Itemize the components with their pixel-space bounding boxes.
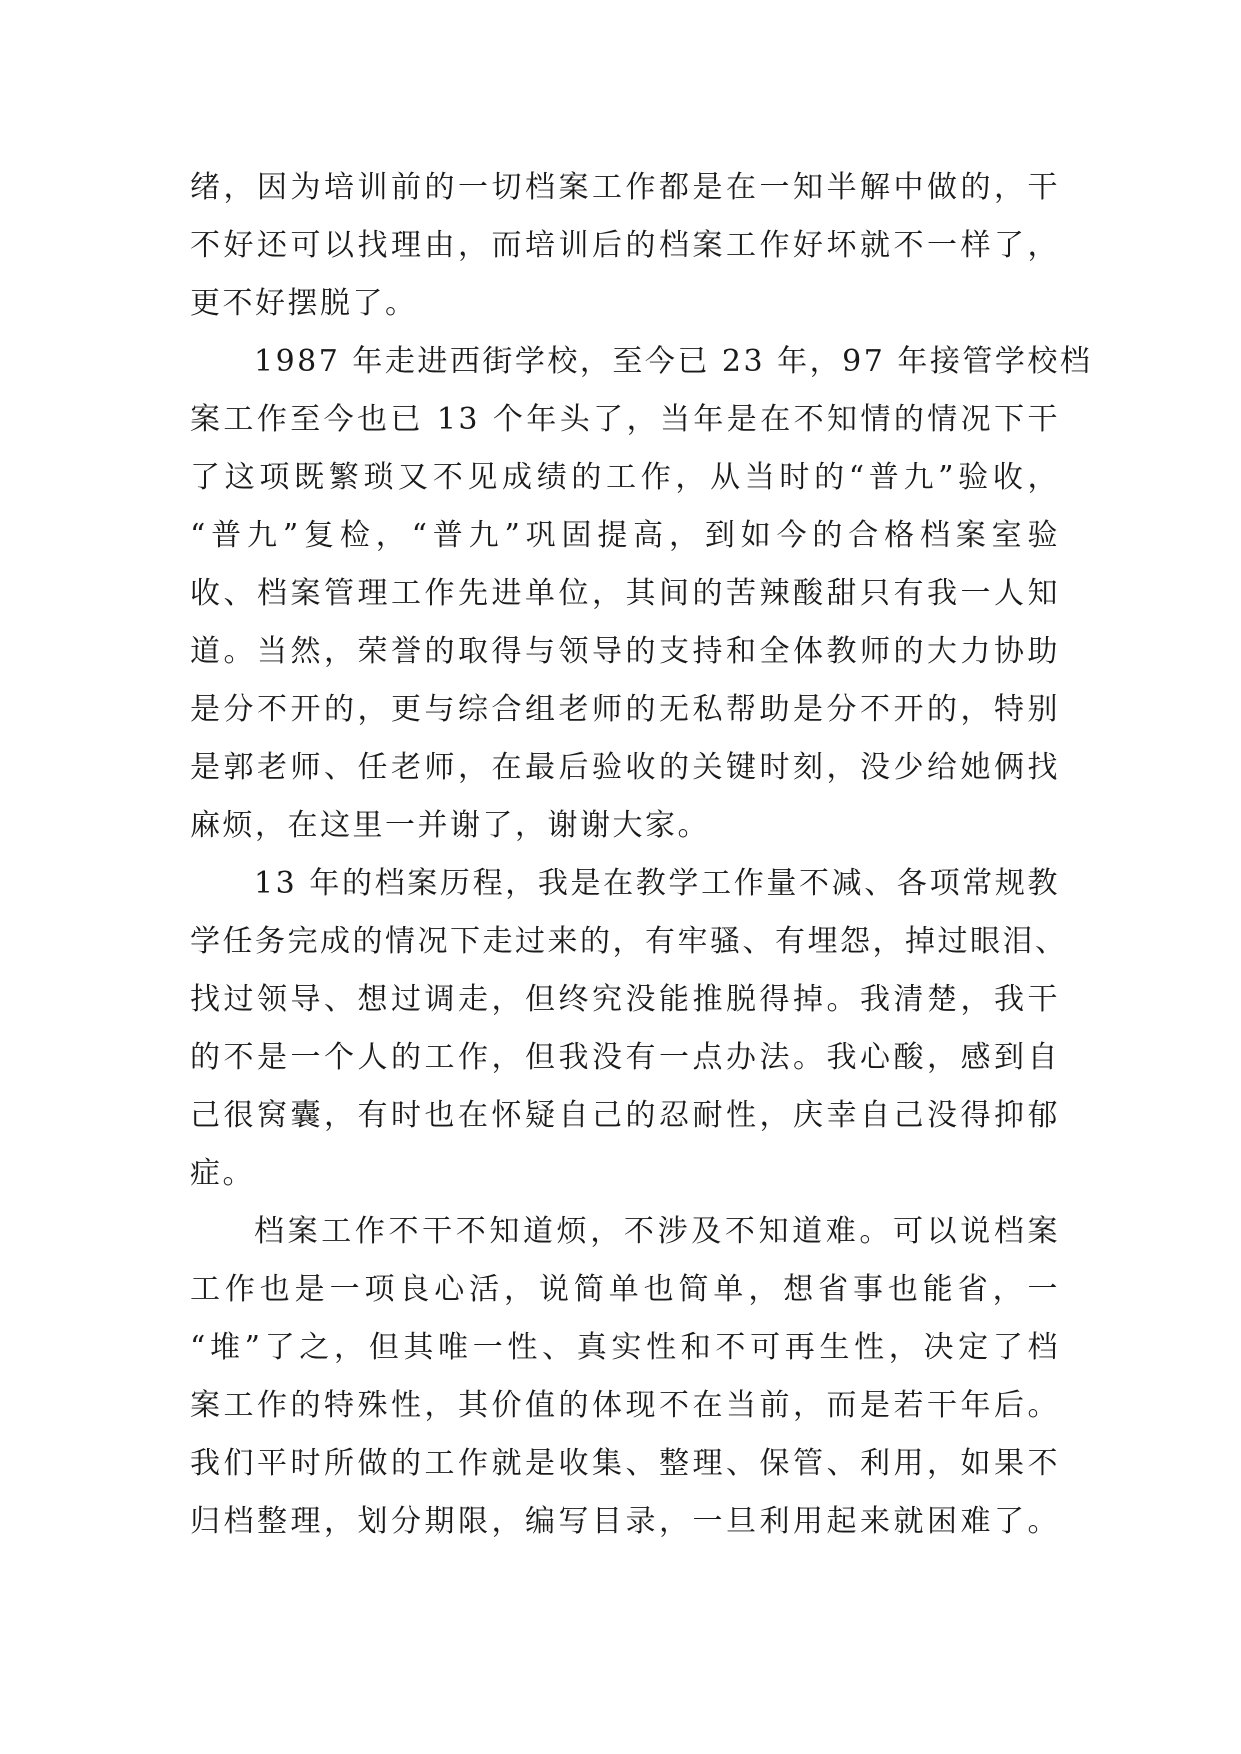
text-line: 归档整理，划分期限，编写目录，一旦利用起来就困难了。: [190, 1504, 1060, 1539]
text-line: 麻烦，在这里一并谢了，谢谢大家。: [190, 808, 710, 843]
text-line: “堆”了之，但其唯一性、真实性和不可再生性，决定了档: [190, 1330, 1060, 1365]
text-line: 症。: [190, 1156, 255, 1191]
text-line: 1987 年走进西街学校，至今已 23 年，97 年接管学校档: [254, 344, 1093, 379]
paragraph-4: [190, 1203, 1060, 1551]
text-line: 档案工作不干不知道烦，不涉及不知道难。可以说档案: [254, 1214, 1060, 1249]
paragraph-1: [190, 159, 1060, 333]
text-line: 的不是一个人的工作，但我没有一点办法。我心酸，感到自: [190, 1040, 1060, 1075]
paragraph-2: [190, 333, 1093, 855]
text-line: 绪，因为培训前的一切档案工作都是在一知半解中做的，干: [190, 170, 1060, 205]
text-line: 不好还可以找理由，而培训后的档案工作好坏就不一样了，: [190, 228, 1060, 263]
text-line: “普九”复检，“普九”巩固提高，到如今的合格档案室验: [190, 518, 1060, 553]
text-line: 是分不开的，更与综合组老师的无私帮助是分不开的，特别: [190, 692, 1060, 727]
text-line: 学任务完成的情况下走过来的，有牢骚、有埋怨，掉过眼泪、: [190, 924, 1068, 959]
text-line: 找过领导、想过调走，但终究没能推脱得掉。我清楚，我干: [190, 982, 1060, 1017]
text-line: 了这项既繁琐又不见成绩的工作，从当时的“普九”验收，: [190, 460, 1060, 495]
text-line: 更不好摆脱了。: [190, 286, 418, 321]
text-line: 工作也是一项良心活，说简单也简单，想省事也能省，一: [190, 1272, 1060, 1307]
text-line: 我们平时所做的工作就是收集、整理、保管、利用，如果不: [190, 1446, 1060, 1481]
text-line: 收、档案管理工作先进单位，其间的苦辣酸甜只有我一人知: [190, 576, 1060, 611]
text-line: 是郭老师、任老师，在最后验收的关键时刻，没少给她俩找: [190, 750, 1060, 785]
text-line: 道。当然，荣誉的取得与领导的支持和全体教师的大力协助: [190, 634, 1060, 669]
text-line: 案工作的特殊性，其价值的体现不在当前，而是若干年后。: [190, 1388, 1060, 1423]
text-line: 己很窝囊，有时也在怀疑自己的忍耐性，庆幸自己没得抑郁: [190, 1098, 1060, 1133]
text-line: 案工作至今也已 13 个年头了，当年是在不知情的情况下干: [190, 402, 1060, 437]
paragraph-3: [190, 855, 1068, 1203]
body-text: [190, 159, 1093, 1551]
text-line: 13 年的档案历程，我是在教学工作量不减、各项常规教: [254, 866, 1060, 901]
